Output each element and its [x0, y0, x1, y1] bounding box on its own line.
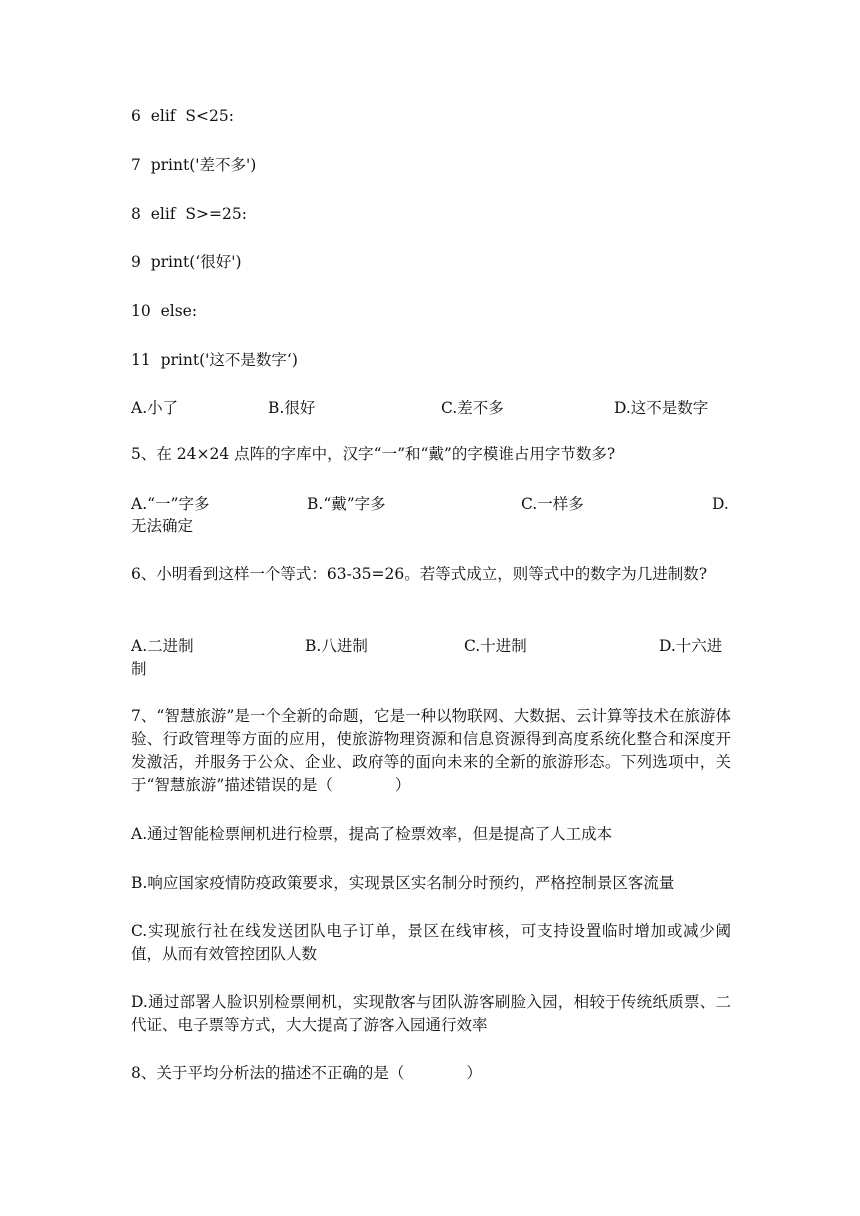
q7-option-b: B.响应国家疫情防疫政策要求，实现景区实名制分时预约，严格控制景区客流量: [131, 874, 675, 892]
code-line: 7 print('差不多'): [131, 156, 257, 174]
q6-option-c: C.十进制: [464, 637, 527, 655]
q5-option-a: A.“一”字多: [131, 495, 210, 513]
q8-stem: 8、关于平均分析法的描述不正确的是（ ）: [131, 1064, 482, 1082]
code-line: 9 print(‘很好'): [131, 253, 242, 271]
q5-option-d-wrap: 无法确定: [131, 517, 194, 535]
q5-stem: 5、在 24×24 点阵的字库中，汉字“一”和“戴”的字模谁占用字节数多?: [131, 445, 616, 463]
q4-option-d: D.这不是数字: [614, 399, 709, 417]
q4-option-b: B.很好: [268, 399, 316, 417]
q6-option-a: A.二进制: [131, 637, 194, 655]
q7-option-a: A.通过智能检票闸机进行检票，提高了检票效率，但是提高了人工成本: [131, 825, 613, 843]
q6-option-d-wrap: 制: [131, 660, 147, 678]
q4-options: [131, 397, 731, 419]
code-line: 11 print('这不是数字‘): [131, 351, 298, 369]
q6-stem: 6、小明看到这样一个等式：63-35=26。若等式成立，则等式中的数字为几进制数?: [131, 565, 708, 583]
q4-option-c: C.差不多: [441, 399, 504, 417]
code-line: 10 else:: [131, 302, 198, 320]
q6-options: [131, 635, 731, 657]
q6-option-b: B.八进制: [305, 637, 368, 655]
q7-option-c: C.实现旅行社在线发送团队电子订单，景区在线审核，可支持设置临时增加或减少阈值，从而有效管控团队人数: [131, 922, 731, 963]
q7-option-d: D.通过部署人脸识别检票闸机，实现散客与团队游客刷脸入园，相较于传统纸质票、二代证、电子票等方式，大大提高了游客入园通行效率: [131, 993, 731, 1034]
code-line: 6 elif S<25:: [131, 107, 234, 125]
q5-options: [131, 493, 731, 515]
q5-option-c: C.一样多: [521, 495, 584, 513]
q4-option-a: A.小了: [131, 399, 179, 417]
q6-option-d: D.十六进: [659, 637, 723, 655]
q7-stem: 7、“智慧旅游”是一个全新的命题，它是一种以物联网、大数据、云计算等技术在旅游体验、行政管理等方面的应用，使旅游物理资源和信息资源得到高度系统化整合和深度开发激活，并服务于公众、企业、政府等的面向未来的全新的旅游形态。下列选项中，关于“智慧旅游”描述错误的是（ ）: [131, 707, 731, 794]
q5-option-d: D.: [712, 495, 729, 513]
code-line: 8 elif S>=25:: [131, 205, 247, 223]
q5-option-b: B.“戴”字多: [307, 495, 386, 513]
